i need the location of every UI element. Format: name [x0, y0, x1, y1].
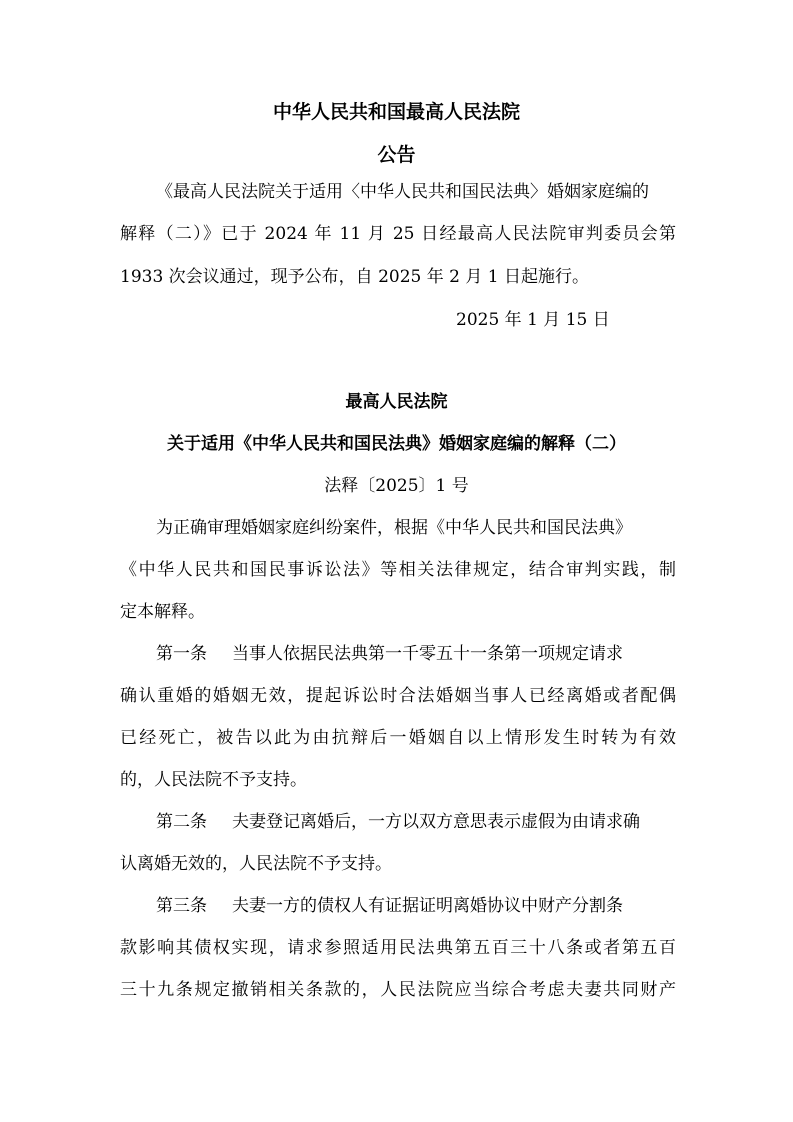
- article-line: 已经死亡，被告以此为由抗辩后一婚姻自以上情形发生时转为有效: [120, 728, 676, 748]
- article-line: 三十九条规定撤销相关条款的，人民法院应当综合考虑夫妻共同财产: [120, 980, 676, 1000]
- announcement-body-line: 《最高人民法院关于适用〈中华人民共和国民法典〉婚姻家庭编的: [156, 182, 649, 202]
- article-line: 认离婚无效的，人民法院不予支持。: [120, 854, 392, 874]
- preamble-line: 为正确审理婚姻家庭纠纷案件，根据《中华人民共和国民法典》: [156, 518, 632, 538]
- document-number: 法释〔2025〕1 号: [324, 476, 469, 496]
- announcement-body-line: 解释（二）》已于 2024 年 11 月 25 日经最高人民法院审判委员会第: [120, 224, 676, 244]
- announcement-date: 2025 年 1 月 15 日: [456, 310, 610, 330]
- article-line: 的，人民法院不予支持。: [120, 770, 307, 790]
- article-number: 第二条: [156, 812, 207, 832]
- announcement-title: 中华人民共和国最高人民法院: [272, 101, 520, 123]
- article-line: 确认重婚的婚姻无效，提起诉讼时合法婚姻当事人已经离婚或者配偶: [120, 686, 676, 706]
- announcement-subtitle: 公告: [377, 144, 416, 166]
- article-1-first-line: [156, 642, 676, 666]
- issuer-heading: 最高人民法院: [345, 392, 448, 412]
- article-3-first-line: [156, 894, 676, 918]
- article-number: 第一条: [156, 644, 207, 664]
- article-text: 夫妻登记离婚后，一方以双方意思表示虚假为由请求确: [232, 812, 640, 832]
- article-number: 第三条: [156, 896, 207, 916]
- article-text: 当事人依据民法典第一千零五十一条第一项规定请求: [232, 644, 623, 664]
- article-2-first-line: [156, 810, 676, 834]
- announcement-body-line: 1933 次会议通过，现予公布，自 2025 年 2 月 1 日起施行。: [120, 267, 589, 287]
- article-text: 夫妻一方的债权人有证据证明离婚协议中财产分割条: [232, 896, 623, 916]
- interpretation-title: 关于适用《中华人民共和国民法典》婚姻家庭编的解释（二）: [167, 434, 626, 454]
- article-line: 款影响其债权实现，请求参照适用民法典第五百三十八条或者第五百: [120, 938, 676, 958]
- preamble-line: 《中华人民共和国民事诉讼法》等相关法律规定，结合审判实践，制: [120, 560, 676, 580]
- preamble-line: 定本解释。: [120, 602, 205, 622]
